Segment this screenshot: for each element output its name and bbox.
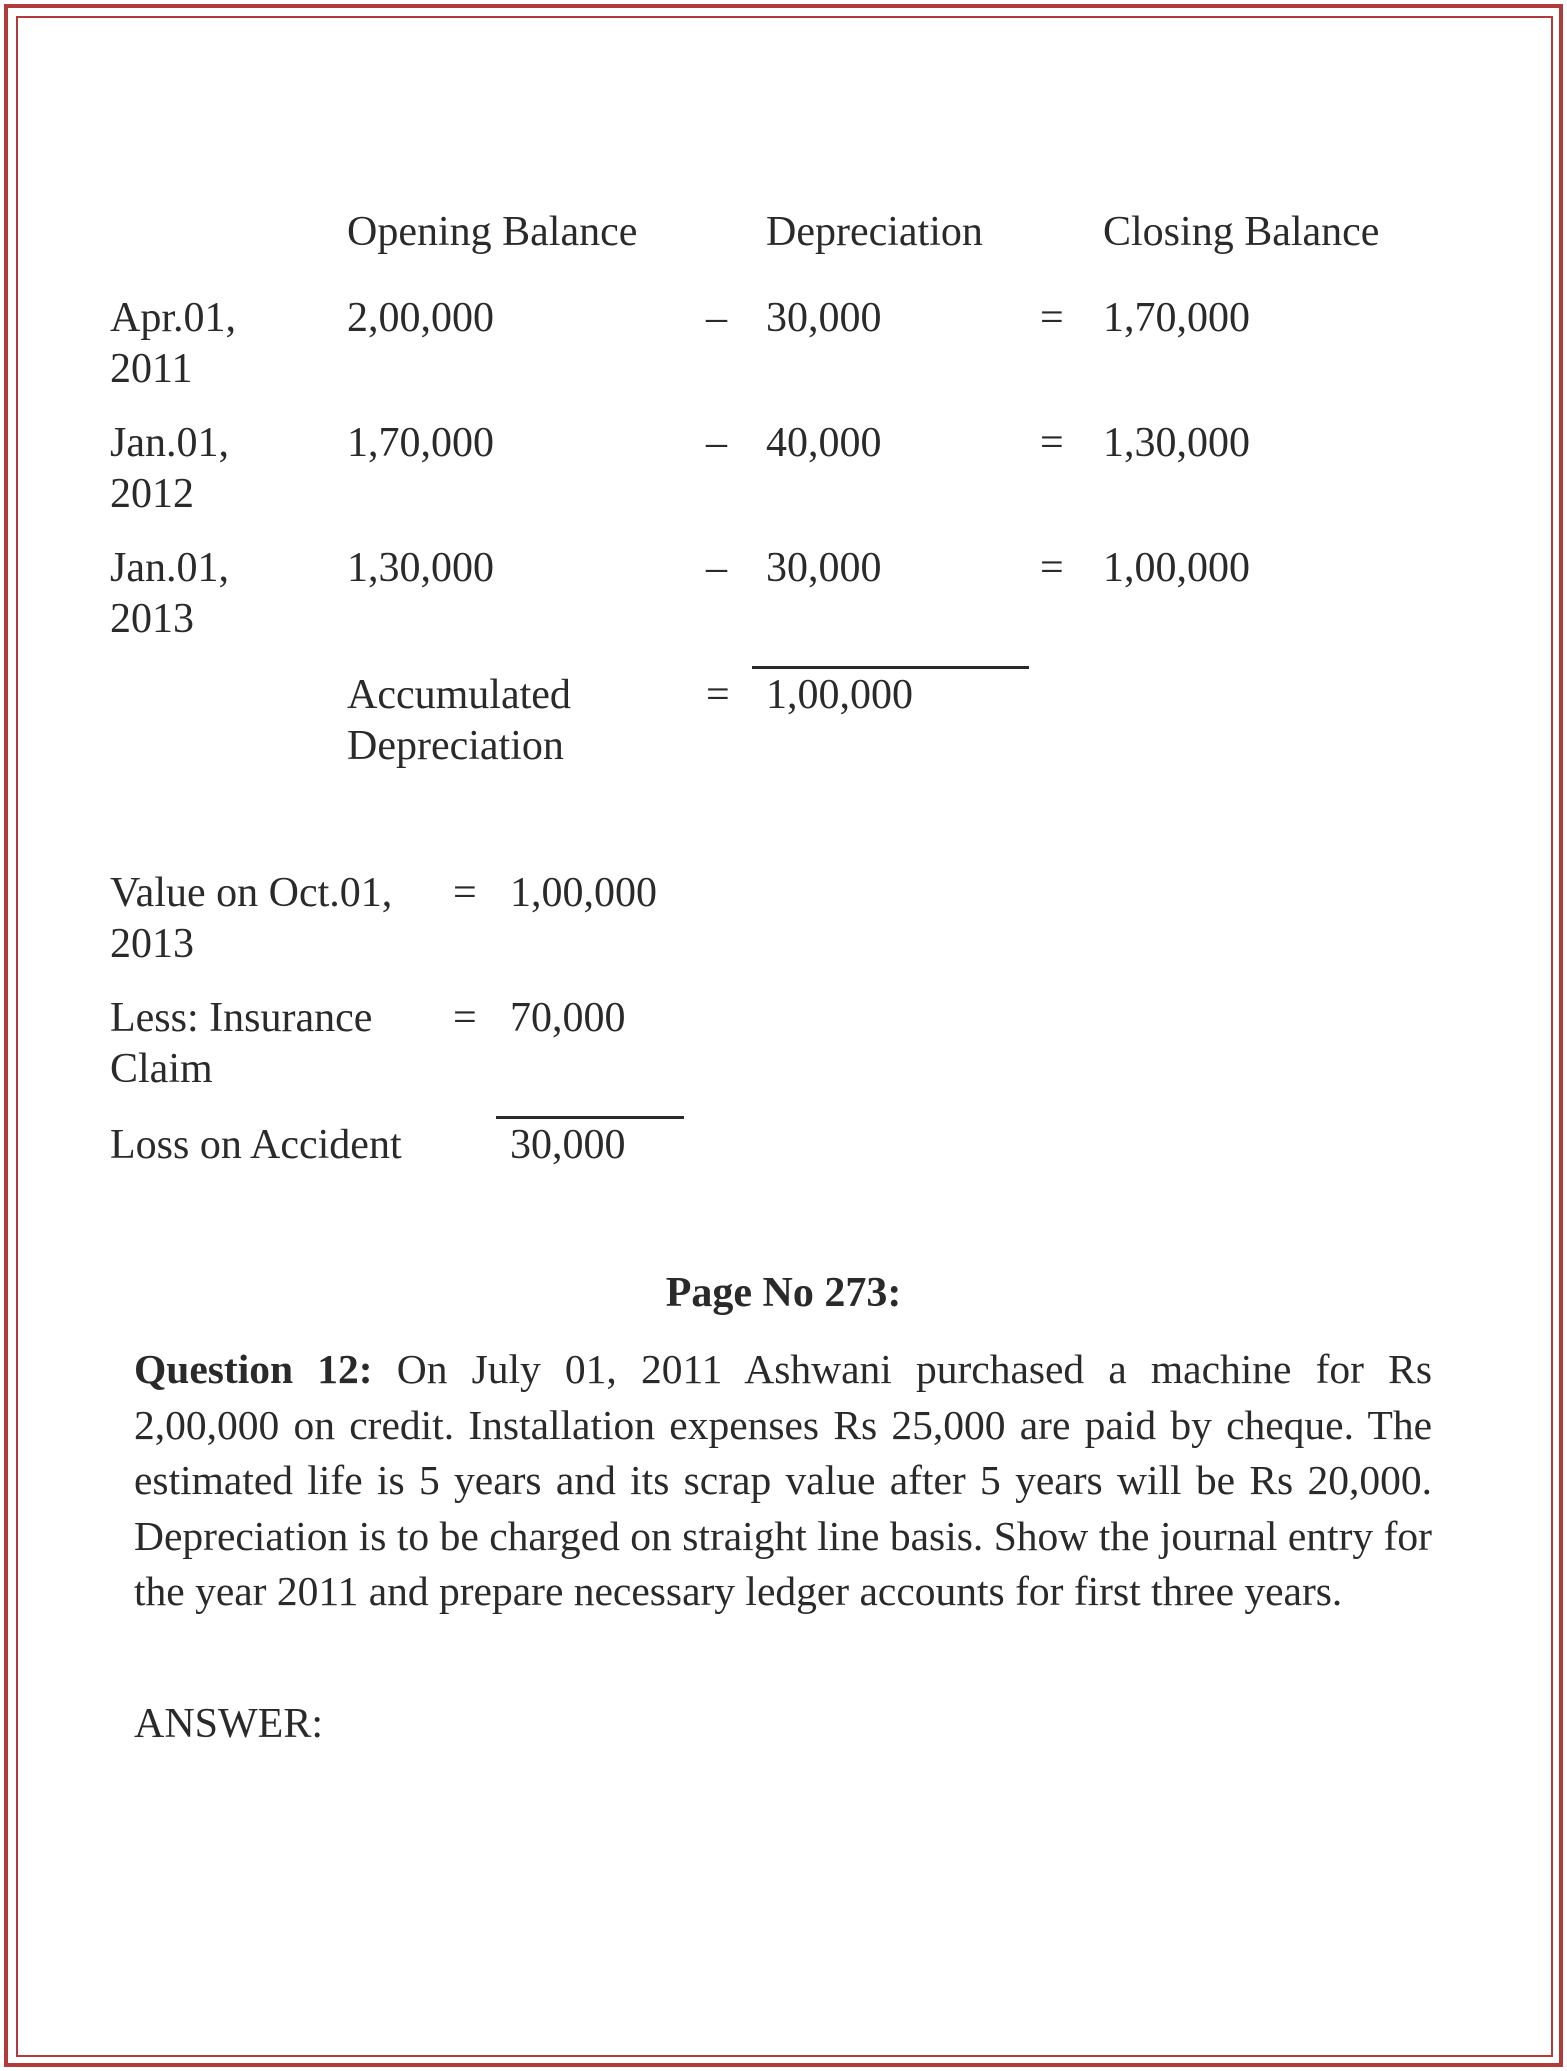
row-date-line1: Apr.01, [110, 295, 236, 341]
row-closing: 1,00,000 [1103, 545, 1250, 591]
row-equals-sign: = [1040, 545, 1064, 591]
loss-amount: 30,000 [510, 1122, 626, 1168]
page-heading: Page No 273: [665, 1270, 902, 1316]
row-opening: 1,70,000 [347, 420, 494, 466]
value-amount: 1,00,000 [510, 870, 657, 916]
answer-label: ANSWER: [134, 1701, 323, 1747]
loss-rule [496, 1116, 684, 1119]
row-minus-sign: – [706, 545, 727, 591]
accumulated-label-line1: Accumulated [347, 672, 571, 718]
row-date-line2: 2012 [110, 471, 194, 517]
row-depreciation: 30,000 [766, 545, 882, 591]
row-date-line1: Jan.01, [110, 420, 229, 466]
accumulated-label-line2: Depreciation [347, 723, 564, 769]
accumulated-equals-sign: = [706, 672, 730, 718]
header-depreciation: Depreciation [766, 209, 983, 255]
question-text: On July 01, 2011 Ashwani purchased a machine for Rs 2,00,000 on credit. Installation expenses Rs 25,000 are paid by cheque. The estimated life is 5 years and its scrap value after 5 years will be Rs 20,000. Depreciation is to be charged on straight line basis. Show the journal entry for the year 2011 and prepare necessary ledger accounts for first three years. [134, 1346, 1432, 1614]
row-date-line1: Jan.01, [110, 545, 229, 591]
header-opening-balance: Opening Balance [347, 209, 638, 255]
row-closing: 1,70,000 [1103, 295, 1250, 341]
row-minus-sign: – [706, 295, 727, 341]
row-depreciation: 40,000 [766, 420, 882, 466]
row-minus-sign: – [706, 420, 727, 466]
loss-label: Loss on Accident [110, 1122, 402, 1168]
claim-label-line1: Less: Insurance [110, 995, 373, 1041]
header-closing-balance: Closing Balance [1103, 209, 1380, 255]
row-equals-sign: = [1040, 420, 1064, 466]
row-equals-sign: = [1040, 295, 1064, 341]
claim-amount: 70,000 [510, 995, 626, 1041]
row-date-line2: 2013 [110, 596, 194, 642]
claim-label-line2: Claim [110, 1046, 213, 1092]
row-depreciation: 30,000 [766, 295, 882, 341]
question-paragraph [134, 1342, 1432, 1620]
row-opening: 2,00,000 [347, 295, 494, 341]
value-label-line2: 2013 [110, 921, 194, 967]
value-equals-sign: = [453, 870, 477, 916]
question-label: Question 12: [134, 1346, 373, 1392]
row-closing: 1,30,000 [1103, 420, 1250, 466]
claim-equals-sign: = [453, 995, 477, 1041]
row-date-line2: 2011 [110, 346, 193, 392]
accumulated-value: 1,00,000 [766, 672, 913, 718]
sum-rule [752, 666, 1029, 669]
value-label-line1: Value on Oct.01, [110, 870, 393, 916]
row-opening: 1,30,000 [347, 545, 494, 591]
